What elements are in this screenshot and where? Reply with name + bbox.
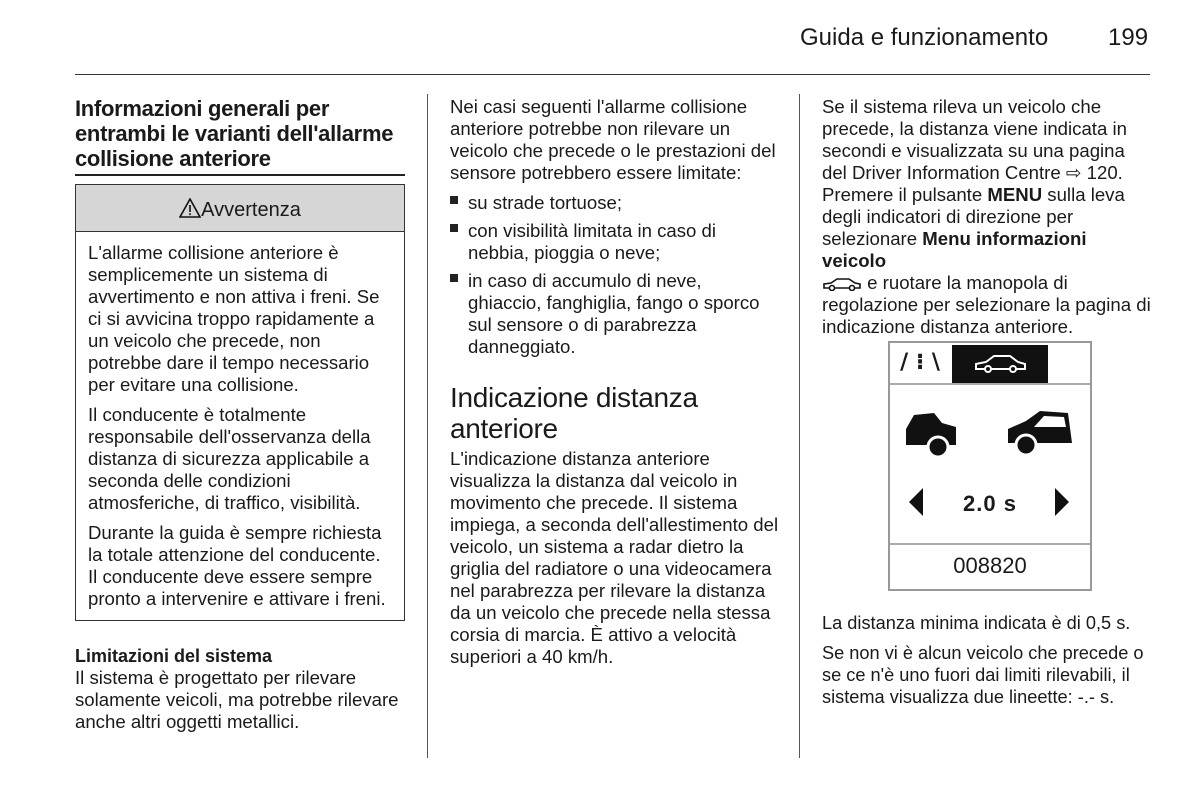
list-item	[450, 192, 780, 214]
section-heading: Informazioni generali per entrambi le varianti dell'allarme collisione anteriore	[75, 96, 394, 171]
heading-rule	[75, 174, 405, 176]
no-vehicle-text: Se non vi è alcun veicolo che precede o se ce n'è uno fuori dai limiti rilevabili, il sistema visualizza due lineette: -.- s.	[822, 643, 1144, 707]
page-reference: ⇨ 120.	[1065, 162, 1123, 183]
warning-triangle-icon	[179, 198, 201, 218]
bullet-square-icon	[450, 196, 458, 204]
warning-header	[76, 185, 404, 232]
list-item-text: su strade tortuose;	[468, 192, 622, 213]
warning-label: Avvertenza	[201, 199, 301, 221]
bullet-square-icon	[450, 224, 458, 232]
bullet-square-icon	[450, 274, 458, 282]
list-item-text: in caso di accumulo di neve, ghiaccio, fanghiglia, fango o sporco sul sensore o di parabrezza danneggiato.	[468, 270, 760, 357]
warning-paragraph: L'allarme collisione anteriore è semplicemente un sistema di avvertimento e non attiva i freni. Se ci si avvicina troppo rapidamente a un veicolo che precede, non potrebbe dare il tempo necessario per evitare una collisione.	[88, 242, 380, 395]
warning-box	[75, 184, 405, 621]
warning-paragraph: Il conducente è totalmente responsabile dell'osservanza della distanza di sicurezza applicabile a seconda delle condizioni atmosferiche, di traffico, visibilità.	[88, 404, 371, 513]
odometer-value: 008820	[953, 553, 1027, 578]
limitations-heading: Limitazioni del sistema	[75, 646, 273, 666]
column-3	[822, 96, 1152, 346]
column-divider	[427, 94, 428, 758]
car-icon	[952, 345, 1048, 383]
instruction-text: sulla leva degli indicatori di direzione per selezionare	[822, 184, 1125, 249]
section-heading: Indicazione distanza anteriore	[450, 382, 698, 444]
column-divider	[799, 94, 800, 758]
limitations-intro: Nei casi seguenti l'allarme collisione anteriore potrebbe non rilevare un veicolo che precede o le prestazioni del sensore potrebbero essere limitate:	[450, 96, 776, 183]
display-instructions	[822, 96, 1152, 338]
distance-value: 2.0 s	[963, 491, 1017, 516]
bullet-list	[450, 192, 780, 358]
instruction-text: Se il sistema rileva un veicolo che precede, la distanza viene indicata in secondi e visualizzata su una pagina del Driver Information Centre	[822, 96, 1127, 183]
minimum-distance-text: La distanza minima indicata è di 0,5 s.	[822, 613, 1131, 633]
page-header-title: Guida e funzionamento	[800, 24, 1049, 51]
warning-body	[76, 232, 404, 620]
display-tab-bar	[890, 343, 1090, 385]
warning-paragraph: Durante la guida è sempre richiesta la totale attenzione del conducente. Il conducente deve essere sempre pronto a intervenire e attivare i freni.	[88, 522, 386, 609]
menu-button-name: MENU	[987, 184, 1043, 205]
car-front-icon	[1004, 407, 1076, 461]
list-item	[450, 270, 780, 358]
header-rule	[75, 74, 1150, 75]
instruction-text: e ruotare la manopola di regolazione per selezionare la pagina di indicazione distanza anteriore.	[822, 272, 1151, 337]
column-1	[75, 96, 405, 741]
list-item	[450, 220, 780, 264]
list-item-text: con visibilità limitata in caso di nebbia, pioggia o neve;	[468, 220, 717, 263]
car-rear-icon	[904, 409, 966, 461]
distance-indication-paragraph: L'indicazione distanza anteriore visualizza la distanza dal veicolo in movimento che precede. Il sistema impiega, a seconda dell'allestimento del veicolo, un sistema a radar dietro la griglia del radiatore o una videocamera nel parabrezza per rilevare la distanza da un veicolo che precede nella stessa corsia di marcia. È attivo a velocità superiori a 40 km/h.	[450, 448, 779, 667]
column-3-lower	[822, 612, 1157, 716]
tab-fcw: / ⁝ \	[900, 350, 940, 375]
limitations-text: Il sistema è progettato per rilevare solamente veicoli, ma potrebbe rilevare anche altri oggetti metallici.	[75, 667, 399, 732]
instruction-text: Premere il pulsante	[822, 184, 983, 205]
distance-display-illustration	[888, 341, 1092, 591]
tab-vehicle-info	[952, 345, 1048, 383]
page-number: 199	[1108, 24, 1149, 51]
odometer-divider	[890, 543, 1090, 545]
menu-name: Menu informazioni veicolo	[822, 228, 1087, 271]
arrow-right-icon	[1054, 487, 1070, 517]
car-icon	[822, 277, 862, 291]
column-2	[450, 96, 780, 676]
